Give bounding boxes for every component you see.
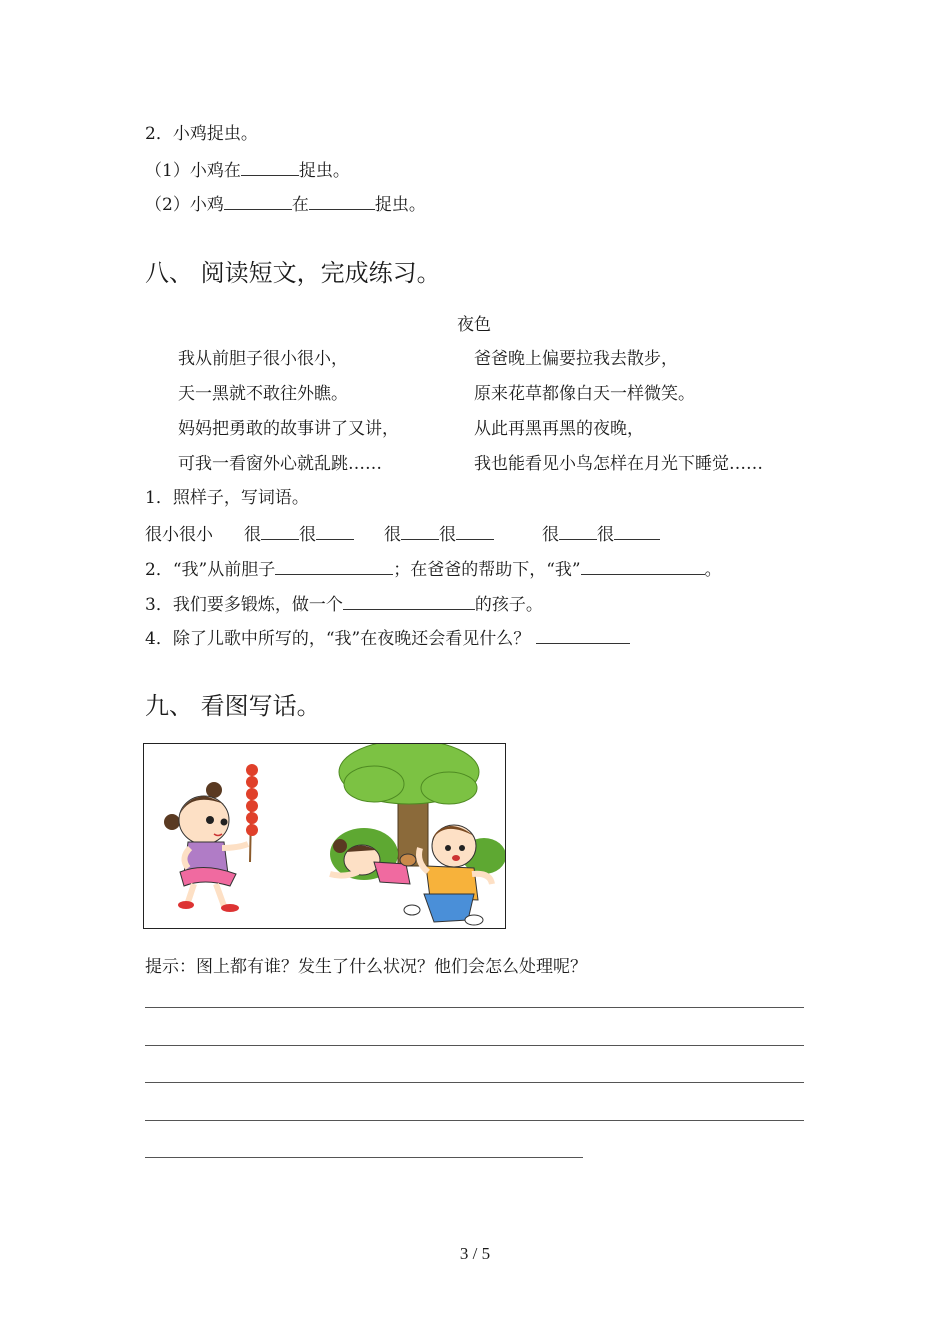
poem-right-line: 从此再黑再黑的夜晚，: [474, 419, 644, 439]
q2-text-a: 2．“我”从前胆子: [145, 560, 276, 580]
q3-text-a: 3．我们要多锻炼，做一个: [145, 595, 343, 615]
page-number: 3 / 5: [459, 1244, 491, 1263]
answer-blank[interactable]: [241, 158, 299, 176]
s8-q3: [145, 592, 543, 616]
s8-q4: [145, 626, 630, 650]
cartoon-children-picture: [144, 744, 506, 929]
answer-blank[interactable]: [309, 192, 375, 210]
q2-sub2: [145, 192, 426, 216]
s8-q2: [145, 557, 722, 581]
answer-blank[interactable]: [581, 557, 705, 575]
answer-blank[interactable]: [275, 557, 393, 575]
poem-right-line: 原来花草都像白天一样微笑。: [474, 384, 695, 404]
writing-line[interactable]: [145, 1120, 804, 1121]
q1-hen: 很: [244, 525, 261, 545]
answer-blank[interactable]: [224, 192, 292, 210]
s8-q1: 1．照样子，写词语。: [145, 488, 309, 508]
answer-blank[interactable]: [316, 522, 354, 540]
q2-sub1: [145, 158, 350, 182]
section9-heading: 九、 看图写话。: [145, 692, 321, 720]
illustration: [143, 743, 506, 929]
section8-heading: 八、 阅读短文，完成练习。: [145, 259, 441, 287]
q2-sub1-text-a: （1）小鸡在: [145, 161, 241, 181]
s9-hint: 提示：图上都有谁？发生了什么状况？他们会怎么处理呢？: [145, 957, 587, 977]
answer-blank[interactable]: [401, 522, 439, 540]
answer-blank[interactable]: [614, 522, 660, 540]
poem-left-line: 妈妈把勇敢的故事讲了又讲，: [178, 419, 399, 439]
poem-left-line: 我从前胆子很小很小，: [178, 349, 348, 369]
poem-title: 夜色: [457, 315, 491, 335]
poem-right-line: 我也能看见小鸟怎样在月光下睡觉……: [474, 454, 763, 474]
answer-blank[interactable]: [559, 522, 597, 540]
q1-hen: 很: [299, 525, 316, 545]
poem-left-line: 可我一看窗外心就乱跳……: [178, 454, 382, 474]
q1-example: 很小很小: [145, 525, 213, 545]
writing-line[interactable]: [145, 1007, 804, 1008]
q2-sub2-text-b: 在: [291, 195, 309, 215]
q2-sub1-text-b: 捉虫。: [298, 161, 350, 181]
s8-q1-words: [145, 522, 660, 546]
q2-text-b: ；在爸爸的帮助下，“我”: [393, 560, 581, 580]
answer-blank[interactable]: [536, 626, 630, 644]
answer-blank[interactable]: [261, 522, 299, 540]
poem-right-line: 爸爸晚上偏要拉我去散步，: [474, 349, 678, 369]
girl-with-candy-figure: [164, 764, 258, 912]
answer-blank[interactable]: [456, 522, 494, 540]
q1-hen: 很: [597, 525, 614, 545]
q1-hen: 很: [542, 525, 559, 545]
answer-blank[interactable]: [343, 592, 475, 610]
writing-line[interactable]: [145, 1157, 583, 1158]
poem-left-line: 天一黑就不敢往外瞧。: [178, 384, 348, 404]
q3-text-b: 的孩子。: [474, 595, 543, 615]
q2-title: 2．小鸡捉虫。: [145, 124, 258, 144]
q1-hen: 很: [384, 525, 401, 545]
q2-sub2-text-c: 捉虫。: [374, 195, 426, 215]
writing-line[interactable]: [145, 1082, 804, 1083]
q2-sub2-text-a: （2）小鸡: [145, 195, 224, 215]
q4-text: 4．除了儿歌中所写的，“我”在夜晚还会看见什么？: [145, 629, 531, 649]
q1-hen: 很: [439, 525, 456, 545]
writing-line[interactable]: [145, 1045, 804, 1046]
q2-text-c: 。: [704, 560, 722, 580]
